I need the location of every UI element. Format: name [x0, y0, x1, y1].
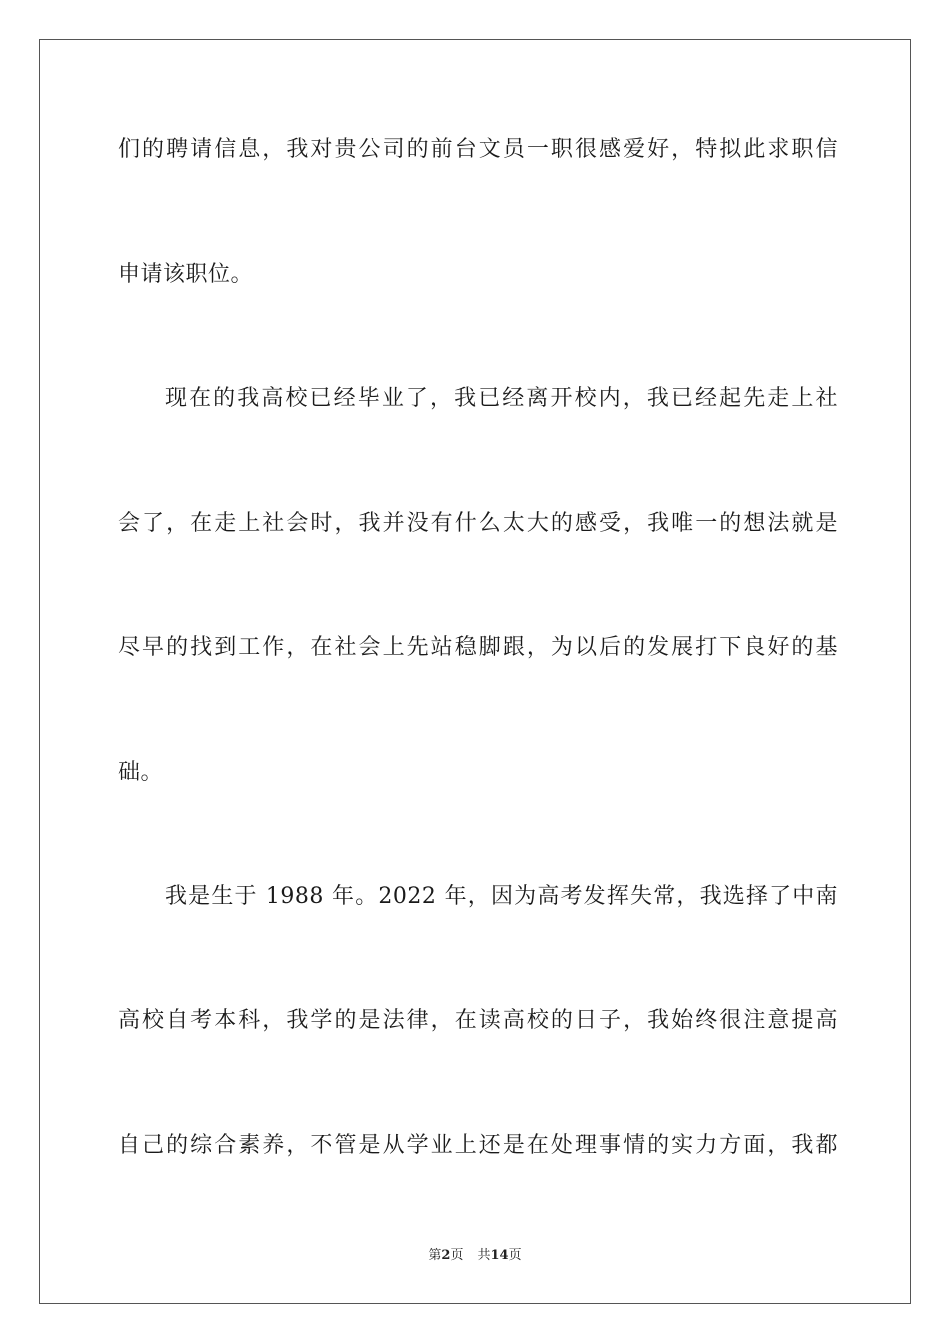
paragraph-line-9: 自己的综合素养，不管是从学业上还是在处理事情的实力方面，我都: [118, 1133, 838, 1158]
page-current: 2: [441, 1248, 451, 1263]
total-suffix: 页: [508, 1248, 522, 1263]
paragraph-line-1: 们的聘请信息，我对贵公司的前台文员一职很感爱好，特拟此求职信: [118, 137, 838, 162]
page-total: 14: [490, 1248, 509, 1263]
paragraph-line-2: 申请该职位。: [118, 262, 254, 287]
page-border: [39, 39, 911, 1304]
paragraph-line-3: 现在的我高校已经毕业了，我已经离开校内，我已经起先走上社: [165, 386, 838, 411]
paragraph-line-7: 我是生于 1988 年。2022 年，因为高考发挥失常，我选择了中南: [165, 884, 838, 909]
total-prefix: 共: [477, 1248, 491, 1263]
page-suffix: 页: [450, 1248, 464, 1263]
paragraph-line-5: 尽早的找到工作，在社会上先站稳脚跟，为以后的发展打下良好的基: [118, 635, 838, 660]
paragraph-line-8: 高校自考本科，我学的是法律，在读高校的日子，我始终很注意提高: [118, 1008, 838, 1033]
page-prefix: 第: [428, 1248, 442, 1263]
paragraph-line-4: 会了，在走上社会时，我并没有什么太大的感受，我唯一的想法就是: [118, 511, 838, 536]
page-footer: [0, 1248, 950, 1264]
paragraph-line-6: 础。: [118, 760, 164, 785]
